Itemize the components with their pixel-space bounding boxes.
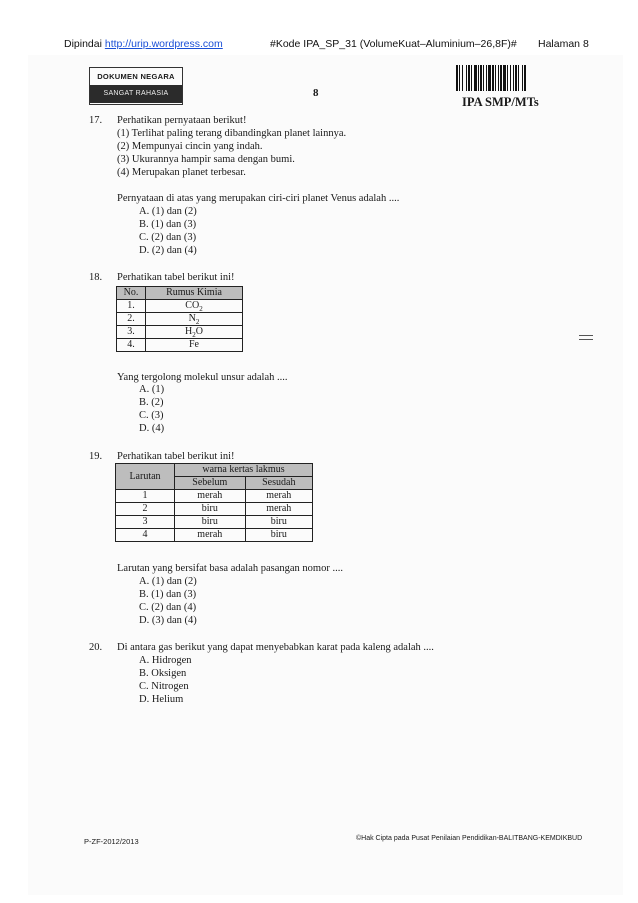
- q18-number: 18.: [89, 272, 103, 283]
- q18-option-c: C. (3): [139, 410, 164, 421]
- table-row: [116, 490, 313, 503]
- q17-statement-3: (3) Ukurannya hampir sama dengan bumi.: [117, 154, 295, 165]
- classification-line2: SANGAT RAHASIA: [90, 85, 182, 103]
- q17-option-a: A. (1) dan (2): [139, 206, 197, 217]
- q19-row3-before: biru: [175, 516, 246, 529]
- q19-row3-no: 3: [116, 516, 175, 529]
- q19-row2-before: biru: [175, 503, 246, 516]
- q17-option-d: D. (2) dan (4): [139, 245, 197, 256]
- q19-col-before: Sebelum: [175, 477, 246, 490]
- q19-col-larutan: Larutan: [116, 464, 175, 490]
- q18-col-formula: Rumus Kimia: [146, 287, 243, 300]
- q20-question: Di antara gas berikut yang dapat menyebabkan karat pada kaleng adalah ....: [117, 642, 434, 653]
- q17-option-c: C. (2) dan (3): [139, 232, 197, 243]
- document-code: #Kode IPA_SP_31 (VolumeKuat–Aluminium–26,8F)#: [270, 38, 517, 50]
- q19-stem: Perhatikan tabel berikut ini!: [117, 451, 235, 462]
- table-row: [117, 300, 243, 313]
- page-number: 8: [313, 87, 319, 99]
- q19-row3-after: biru: [245, 516, 312, 529]
- q19-option-a: A. (1) dan (2): [139, 576, 197, 587]
- table-row: [116, 516, 313, 529]
- q18-col-no: No.: [117, 287, 146, 300]
- q18-row1-no: 1.: [117, 300, 146, 313]
- q19-row4-after: biru: [245, 529, 312, 542]
- q19-question: Larutan yang bersifat basa adalah pasangan nomor ....: [117, 563, 343, 574]
- q17-number: 17.: [89, 115, 103, 126]
- scan-header: [64, 38, 634, 50]
- subject-title: IPA SMP/MTs: [462, 95, 539, 109]
- q18-row2-formula: $N_2$: [146, 313, 243, 326]
- table-row: [117, 313, 243, 326]
- q18-row3-formula: $H_2O$: [146, 326, 243, 339]
- q19-option-b: B. (1) dan (3): [139, 589, 197, 600]
- barcode-icon: [456, 65, 549, 91]
- scanned-by-label: Dipindai: [64, 38, 102, 50]
- q17-option-b: B. (1) dan (3): [139, 219, 197, 230]
- q20-option-d: D. Helium: [139, 694, 184, 705]
- footer-copyright: ©Hak Cipta pada Pusat Penilaian Pendidikan-BALITBANG-KEMDIKBUD: [356, 835, 583, 842]
- q19-row1-after: merah: [245, 490, 312, 503]
- q19-option-d: D. (3) dan (4): [139, 615, 197, 626]
- q19-row2-no: 2: [116, 503, 175, 516]
- table-row: [116, 529, 313, 542]
- q20-number: 20.: [89, 642, 103, 653]
- q17-statement-1: (1) Terlihat paling terang dibandingkan planet lainnya.: [117, 128, 347, 139]
- table-row: [117, 326, 243, 339]
- table-row: [116, 503, 313, 516]
- q19-row4-no: 4: [116, 529, 175, 542]
- q18-option-a: A. (1): [139, 384, 165, 395]
- q20-option-b: B. Oksigen: [139, 668, 187, 679]
- table-row: [117, 339, 243, 352]
- q18-row1-formula: $CO_2$: [146, 300, 243, 313]
- q17-statement-2: (2) Mempunyai cincin yang indah.: [117, 141, 263, 152]
- source-link[interactable]: http://urip.wordpress.com: [104, 38, 223, 50]
- q19-litmus-table: [115, 463, 313, 542]
- footer-code: P-ZF-2012/2013: [84, 837, 139, 846]
- q19-col-group: warna kertas lakmus: [175, 464, 313, 477]
- q19-row1-before: merah: [175, 490, 246, 503]
- q17-question: Pernyataan di atas yang merupakan ciri-ciri planet Venus adalah ....: [117, 193, 400, 204]
- q19-row2-after: merah: [245, 503, 312, 516]
- q18-row3-no: 3.: [117, 326, 146, 339]
- q18-formula-table: [116, 286, 243, 352]
- classification-line1: DOKUMEN NEGARA: [97, 72, 175, 81]
- q20-option-a: A. Hidrogen: [139, 655, 192, 666]
- q19-number: 19.: [89, 451, 103, 462]
- q18-question: Yang tergolong molekul unsur adalah ....: [117, 372, 288, 383]
- q18-option-d: D. (4): [139, 423, 165, 434]
- q18-row4-no: 4.: [117, 339, 146, 352]
- q19-row1-no: 1: [116, 490, 175, 503]
- q18-stem: Perhatikan tabel berikut ini!: [117, 272, 235, 283]
- q19-option-c: C. (2) dan (4): [139, 602, 197, 613]
- q18-row4-formula: Fe: [146, 339, 243, 352]
- q19-col-after: Sesudah: [245, 477, 312, 490]
- q20-option-c: C. Nitrogen: [139, 681, 189, 692]
- q18-option-b: B. (2): [139, 397, 164, 408]
- q17-statement-4: (4) Merupakan planet terbesar.: [117, 167, 246, 178]
- scan-mark: [579, 335, 593, 340]
- q17-stem: Perhatikan pernyataan berikut!: [117, 115, 247, 126]
- q18-row2-no: 2.: [117, 313, 146, 326]
- page-label: Halaman 8: [538, 38, 589, 50]
- classification-box: [89, 67, 183, 105]
- q19-row4-before: merah: [175, 529, 246, 542]
